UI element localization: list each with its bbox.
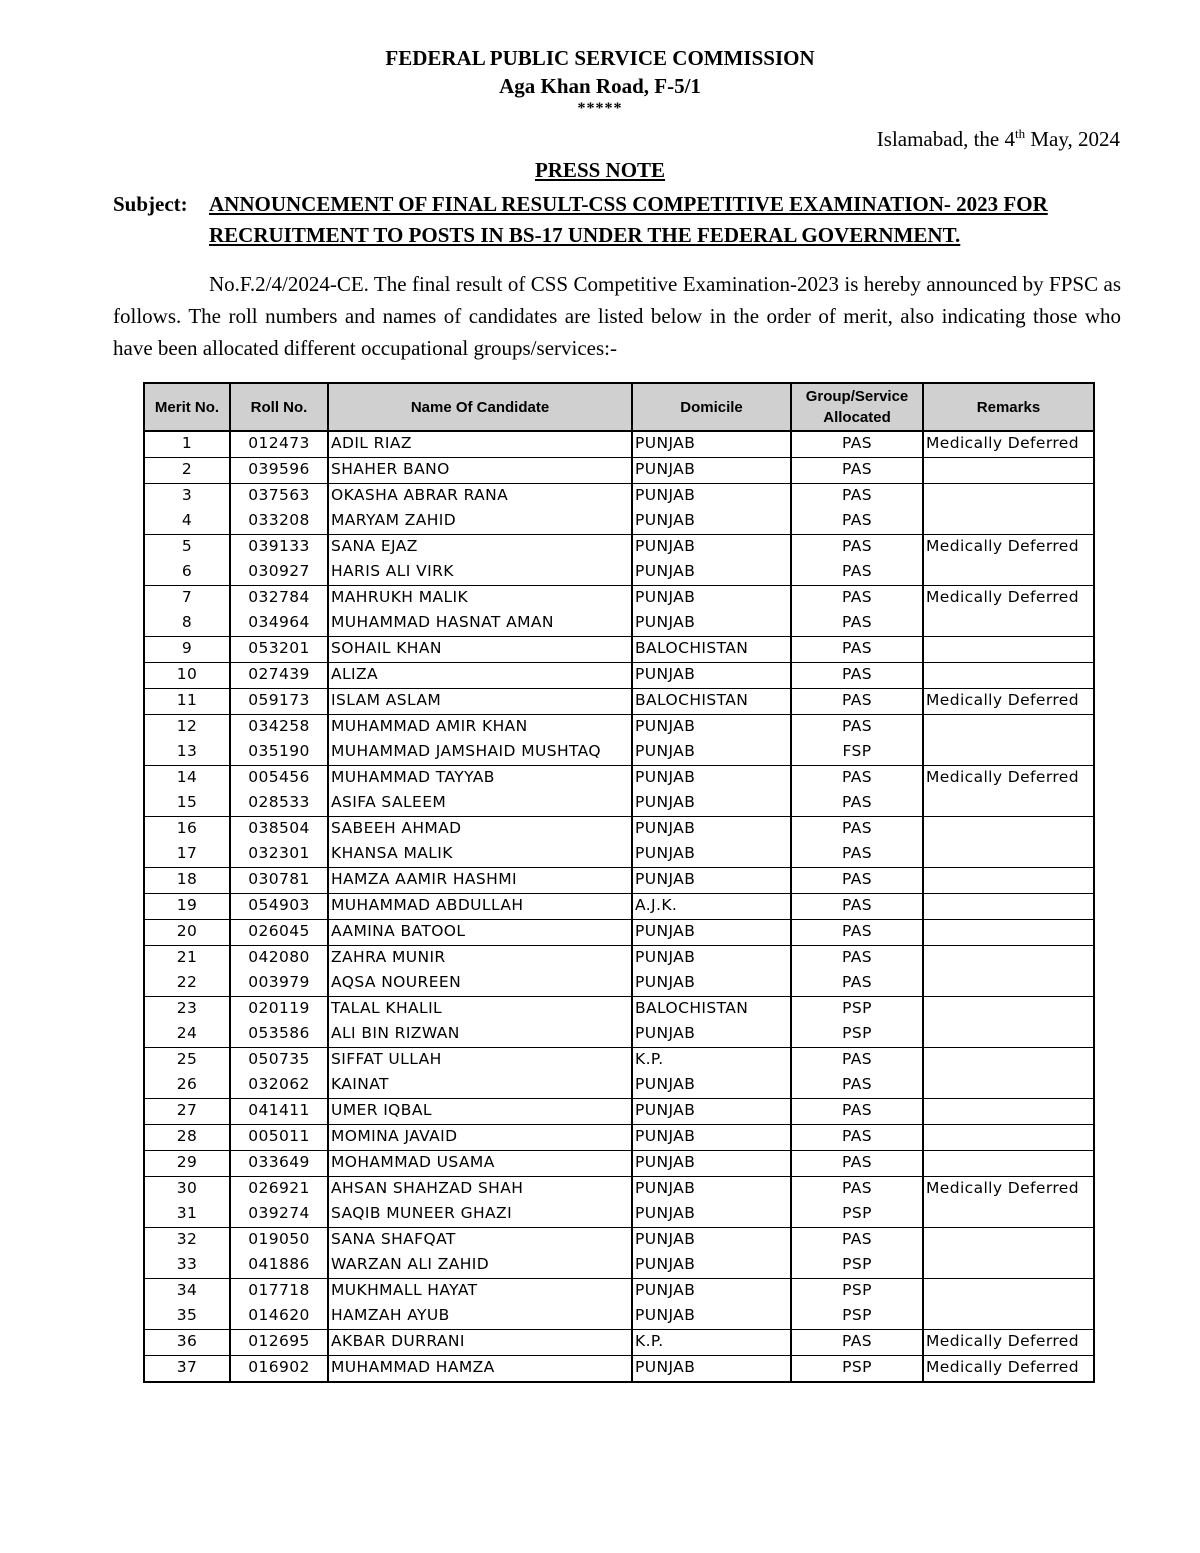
candidate-name-cell: AKBAR DURRANI <box>328 1330 632 1356</box>
candidate-name-cell: SANA EJAZ <box>328 535 632 561</box>
roll-no-cell: 039133 <box>230 535 328 561</box>
header-domicile: Domicile <box>632 383 791 431</box>
remarks-cell <box>923 1304 1094 1330</box>
table-row <box>144 946 1094 972</box>
domicile-cell: PUNJAB <box>632 971 791 997</box>
roll-no-cell: 020119 <box>230 997 328 1023</box>
merit-no-cell: 25 <box>144 1048 230 1074</box>
remarks-cell <box>923 740 1094 766</box>
merit-no-cell: 11 <box>144 689 230 715</box>
roll-no-cell: 012695 <box>230 1330 328 1356</box>
group-cell: PSP <box>791 1253 923 1279</box>
domicile-cell: K.P. <box>632 1330 791 1356</box>
merit-no-cell: 36 <box>144 1330 230 1356</box>
remarks-cell: Medically Deferred <box>923 1330 1094 1356</box>
merit-no-cell: 3 <box>144 484 230 510</box>
table-row <box>144 637 1094 663</box>
domicile-cell: PUNJAB <box>632 611 791 637</box>
domicile-cell: PUNJAB <box>632 1125 791 1151</box>
result-table <box>143 382 1095 1383</box>
merit-no-cell: 15 <box>144 791 230 817</box>
merit-no-cell: 13 <box>144 740 230 766</box>
remarks-cell <box>923 1253 1094 1279</box>
remarks-cell: Medically Deferred <box>923 431 1094 458</box>
group-cell: PAS <box>791 431 923 458</box>
merit-no-cell: 8 <box>144 611 230 637</box>
domicile-cell: PUNJAB <box>632 715 791 741</box>
table-row <box>144 458 1094 484</box>
remarks-cell: Medically Deferred <box>923 1177 1094 1203</box>
candidate-name-cell: ADIL RIAZ <box>328 431 632 458</box>
candidate-name-cell: SOHAIL KHAN <box>328 637 632 663</box>
domicile-cell: PUNJAB <box>632 1099 791 1125</box>
group-cell: PSP <box>791 1356 923 1383</box>
candidate-name-cell: ALI BIN RIZWAN <box>328 1022 632 1048</box>
group-cell: PAS <box>791 842 923 868</box>
group-cell: PAS <box>791 637 923 663</box>
roll-no-cell: 033208 <box>230 509 328 535</box>
table-row <box>144 509 1094 535</box>
remarks-cell <box>923 484 1094 510</box>
roll-no-cell: 041411 <box>230 1099 328 1125</box>
domicile-cell: PUNJAB <box>632 842 791 868</box>
group-cell: PAS <box>791 535 923 561</box>
remarks-cell: Medically Deferred <box>923 766 1094 792</box>
roll-no-cell: 030781 <box>230 868 328 894</box>
domicile-cell: PUNJAB <box>632 1356 791 1383</box>
table-row <box>144 663 1094 689</box>
table-row <box>144 1356 1094 1383</box>
group-cell: PAS <box>791 715 923 741</box>
table-row <box>144 766 1094 792</box>
roll-no-cell: 005456 <box>230 766 328 792</box>
merit-no-cell: 22 <box>144 971 230 997</box>
domicile-cell: PUNJAB <box>632 1073 791 1099</box>
remarks-cell <box>923 946 1094 972</box>
remarks-cell <box>923 1228 1094 1254</box>
table-row <box>144 586 1094 612</box>
merit-no-cell: 31 <box>144 1202 230 1228</box>
domicile-cell: PUNJAB <box>632 920 791 946</box>
domicile-cell: BALOCHISTAN <box>632 689 791 715</box>
merit-no-cell: 4 <box>144 509 230 535</box>
group-cell: PAS <box>791 1073 923 1099</box>
remarks-cell <box>923 1279 1094 1305</box>
group-cell: PSP <box>791 1022 923 1048</box>
table-row <box>144 1253 1094 1279</box>
merit-no-cell: 16 <box>144 817 230 843</box>
candidate-name-cell: HARIS ALI VIRK <box>328 560 632 586</box>
domicile-cell: PUNJAB <box>632 1253 791 1279</box>
group-cell: PAS <box>791 509 923 535</box>
merit-no-cell: 12 <box>144 715 230 741</box>
date-suffix: May, 2024 <box>1025 127 1120 151</box>
merit-no-cell: 2 <box>144 458 230 484</box>
remarks-cell <box>923 971 1094 997</box>
domicile-cell: PUNJAB <box>632 740 791 766</box>
candidate-name-cell: SHAHER BANO <box>328 458 632 484</box>
roll-no-cell: 017718 <box>230 1279 328 1305</box>
table-row <box>144 1099 1094 1125</box>
table-row <box>144 1151 1094 1177</box>
header-merit-no: Merit No. <box>144 383 230 431</box>
group-cell: PAS <box>791 586 923 612</box>
domicile-cell: BALOCHISTAN <box>632 637 791 663</box>
remarks-cell <box>923 791 1094 817</box>
merit-no-cell: 27 <box>144 1099 230 1125</box>
group-cell: PAS <box>791 868 923 894</box>
group-cell: PAS <box>791 1330 923 1356</box>
header-candidate-name: Name Of Candidate <box>328 383 632 431</box>
table-row <box>144 1177 1094 1203</box>
candidate-name-cell: HAMZAH AYUB <box>328 1304 632 1330</box>
roll-no-cell: 035190 <box>230 740 328 766</box>
candidate-name-cell: ASIFA SALEEM <box>328 791 632 817</box>
remarks-cell <box>923 560 1094 586</box>
group-cell: PAS <box>791 611 923 637</box>
table-row <box>144 1125 1094 1151</box>
candidate-name-cell: ALIZA <box>328 663 632 689</box>
domicile-cell: PUNJAB <box>632 766 791 792</box>
roll-no-cell: 019050 <box>230 1228 328 1254</box>
roll-no-cell: 003979 <box>230 971 328 997</box>
roll-no-cell: 028533 <box>230 791 328 817</box>
table-row <box>144 817 1094 843</box>
remarks-cell <box>923 637 1094 663</box>
merit-no-cell: 17 <box>144 842 230 868</box>
roll-no-cell: 032062 <box>230 1073 328 1099</box>
result-table-body <box>144 431 1094 1382</box>
merit-no-cell: 24 <box>144 1022 230 1048</box>
group-cell: PAS <box>791 817 923 843</box>
table-row <box>144 1304 1094 1330</box>
domicile-cell: PUNJAB <box>632 817 791 843</box>
roll-no-cell: 042080 <box>230 946 328 972</box>
table-row <box>144 1330 1094 1356</box>
table-row <box>144 1279 1094 1305</box>
remarks-cell <box>923 1022 1094 1048</box>
roll-no-cell: 026921 <box>230 1177 328 1203</box>
candidate-name-cell: ZAHRA MUNIR <box>328 946 632 972</box>
roll-no-cell: 032301 <box>230 842 328 868</box>
merit-no-cell: 23 <box>144 997 230 1023</box>
table-row <box>144 842 1094 868</box>
domicile-cell: PUNJAB <box>632 535 791 561</box>
domicile-cell: PUNJAB <box>632 431 791 458</box>
group-cell: PAS <box>791 971 923 997</box>
roll-no-cell: 059173 <box>230 689 328 715</box>
merit-no-cell: 33 <box>144 1253 230 1279</box>
table-row <box>144 868 1094 894</box>
domicile-cell: PUNJAB <box>632 458 791 484</box>
candidate-name-cell: MUHAMMAD HASNAT AMAN <box>328 611 632 637</box>
roll-no-cell: 039596 <box>230 458 328 484</box>
date-prefix: Islamabad, the 4 <box>876 127 1015 151</box>
roll-no-cell: 016902 <box>230 1356 328 1383</box>
domicile-cell: PUNJAB <box>632 868 791 894</box>
remarks-cell <box>923 1151 1094 1177</box>
roll-no-cell: 005011 <box>230 1125 328 1151</box>
separator-stars: ***** <box>577 100 623 117</box>
remarks-cell <box>923 842 1094 868</box>
header-roll-no: Roll No. <box>230 383 328 431</box>
domicile-cell: PUNJAB <box>632 663 791 689</box>
remarks-cell <box>923 663 1094 689</box>
remarks-cell <box>923 611 1094 637</box>
table-row <box>144 1048 1094 1074</box>
merit-no-cell: 5 <box>144 535 230 561</box>
table-row <box>144 894 1094 920</box>
candidate-name-cell: MUHAMMAD TAYYAB <box>328 766 632 792</box>
roll-no-cell: 030927 <box>230 560 328 586</box>
domicile-cell: PUNJAB <box>632 509 791 535</box>
remarks-cell <box>923 997 1094 1023</box>
candidate-name-cell: MUKHMALL HAYAT <box>328 1279 632 1305</box>
roll-no-cell: 033649 <box>230 1151 328 1177</box>
organization-address: Aga Khan Road, F-5/1 <box>499 74 701 98</box>
group-cell: PAS <box>791 766 923 792</box>
domicile-cell: PUNJAB <box>632 791 791 817</box>
table-row <box>144 1073 1094 1099</box>
remarks-cell <box>923 458 1094 484</box>
merit-no-cell: 34 <box>144 1279 230 1305</box>
remarks-cell: Medically Deferred <box>923 689 1094 715</box>
table-row <box>144 431 1094 458</box>
subject-text: ANNOUNCEMENT OF FINAL RESULT-CSS COMPETITIVE EXAMINATION- 2023 FOR RECRUITMENT TO POSTS IN BS-17 UNDER THE FEDERAL GOVERNMENT. <box>209 192 1048 247</box>
roll-no-cell: 037563 <box>230 484 328 510</box>
group-cell: PAS <box>791 663 923 689</box>
group-cell: PSP <box>791 1304 923 1330</box>
merit-no-cell: 21 <box>144 946 230 972</box>
candidate-name-cell: MOMINA JAVAID <box>328 1125 632 1151</box>
table-row <box>144 611 1094 637</box>
group-cell: PAS <box>791 689 923 715</box>
remarks-cell <box>923 1099 1094 1125</box>
roll-no-cell: 053586 <box>230 1022 328 1048</box>
candidate-name-cell: AQSA NOUREEN <box>328 971 632 997</box>
remarks-cell <box>923 817 1094 843</box>
domicile-cell: PUNJAB <box>632 946 791 972</box>
remarks-cell <box>923 894 1094 920</box>
domicile-cell: BALOCHISTAN <box>632 997 791 1023</box>
candidate-name-cell: SIFFAT ULLAH <box>328 1048 632 1074</box>
candidate-name-cell: SABEEH AHMAD <box>328 817 632 843</box>
candidate-name-cell: MUHAMMAD AMIR KHAN <box>328 715 632 741</box>
domicile-cell: A.J.K. <box>632 894 791 920</box>
group-cell: PAS <box>791 946 923 972</box>
roll-no-cell: 034258 <box>230 715 328 741</box>
group-cell: PAS <box>791 1048 923 1074</box>
header-remarks: Remarks <box>923 383 1094 431</box>
merit-no-cell: 20 <box>144 920 230 946</box>
remarks-cell: Medically Deferred <box>923 535 1094 561</box>
group-cell: PAS <box>791 791 923 817</box>
candidate-name-cell: KHANSA MALIK <box>328 842 632 868</box>
roll-no-cell: 039274 <box>230 1202 328 1228</box>
domicile-cell: PUNJAB <box>632 586 791 612</box>
merit-no-cell: 37 <box>144 1356 230 1383</box>
candidate-name-cell: AAMINA BATOOL <box>328 920 632 946</box>
roll-no-cell: 027439 <box>230 663 328 689</box>
domicile-cell: PUNJAB <box>632 1304 791 1330</box>
remarks-cell <box>923 1073 1094 1099</box>
candidate-name-cell: WARZAN ALI ZAHID <box>328 1253 632 1279</box>
header-group-service: Group/Service Allocated <box>791 383 923 431</box>
roll-no-cell: 014620 <box>230 1304 328 1330</box>
roll-no-cell: 054903 <box>230 894 328 920</box>
candidate-name-cell: SANA SHAFQAT <box>328 1228 632 1254</box>
candidate-name-cell: MUHAMMAD HAMZA <box>328 1356 632 1383</box>
roll-no-cell: 012473 <box>230 431 328 458</box>
candidate-name-cell: SAQIB MUNEER GHAZI <box>328 1202 632 1228</box>
remarks-cell <box>923 1048 1094 1074</box>
domicile-cell: PUNJAB <box>632 1279 791 1305</box>
table-row <box>144 1022 1094 1048</box>
domicile-cell: PUNJAB <box>632 1228 791 1254</box>
issue-date <box>877 126 1120 152</box>
domicile-cell: PUNJAB <box>632 1177 791 1203</box>
intro-paragraph: No.F.2/4/2024-CE. The final result of CSS Competitive Examination-2023 is hereby announced by FPSC as follows. The roll numbers and names of candidates are listed below in the order of merit, also indicating those who have been allocated different occupational groups/services:- <box>113 272 1121 360</box>
group-cell: PSP <box>791 997 923 1023</box>
group-cell: PAS <box>791 1099 923 1125</box>
group-cell: PAS <box>791 484 923 510</box>
group-cell: PAS <box>791 1151 923 1177</box>
domicile-cell: PUNJAB <box>632 1022 791 1048</box>
domicile-cell: PUNJAB <box>632 560 791 586</box>
candidate-name-cell: MUHAMMAD JAMSHAID MUSHTAQ <box>328 740 632 766</box>
candidate-name-cell: ISLAM ASLAM <box>328 689 632 715</box>
merit-no-cell: 30 <box>144 1177 230 1203</box>
group-cell: PSP <box>791 1202 923 1228</box>
merit-no-cell: 10 <box>144 663 230 689</box>
merit-no-cell: 6 <box>144 560 230 586</box>
candidate-name-cell: MOHAMMAD USAMA <box>328 1151 632 1177</box>
table-row <box>144 971 1094 997</box>
candidate-name-cell: HAMZA AAMIR HASHMI <box>328 868 632 894</box>
table-row <box>144 740 1094 766</box>
merit-no-cell: 28 <box>144 1125 230 1151</box>
domicile-cell: PUNJAB <box>632 1202 791 1228</box>
table-row <box>144 997 1094 1023</box>
candidate-name-cell: MARYAM ZAHID <box>328 509 632 535</box>
roll-no-cell: 034964 <box>230 611 328 637</box>
candidate-name-cell: TALAL KHALIL <box>328 997 632 1023</box>
remarks-cell: Medically Deferred <box>923 586 1094 612</box>
group-cell: PAS <box>791 1125 923 1151</box>
domicile-cell: PUNJAB <box>632 484 791 510</box>
merit-no-cell: 19 <box>144 894 230 920</box>
roll-no-cell: 026045 <box>230 920 328 946</box>
candidate-name-cell: OKASHA ABRAR RANA <box>328 484 632 510</box>
table-row <box>144 791 1094 817</box>
remarks-cell <box>923 920 1094 946</box>
table-row <box>144 689 1094 715</box>
organization-title: FEDERAL PUBLIC SERVICE COMMISSION <box>385 46 815 70</box>
candidate-name-cell: MAHRUKH MALIK <box>328 586 632 612</box>
merit-no-cell: 7 <box>144 586 230 612</box>
table-row <box>144 484 1094 510</box>
group-cell: PAS <box>791 458 923 484</box>
table-header-row <box>144 383 1094 431</box>
roll-no-cell: 038504 <box>230 817 328 843</box>
candidate-name-cell: UMER IQBAL <box>328 1099 632 1125</box>
merit-no-cell: 26 <box>144 1073 230 1099</box>
table-row <box>144 535 1094 561</box>
table-row <box>144 920 1094 946</box>
merit-no-cell: 1 <box>144 431 230 458</box>
merit-no-cell: 9 <box>144 637 230 663</box>
candidate-name-cell: MUHAMMAD ABDULLAH <box>328 894 632 920</box>
domicile-cell: K.P. <box>632 1048 791 1074</box>
table-row <box>144 715 1094 741</box>
candidate-name-cell: AHSAN SHAHZAD SHAH <box>328 1177 632 1203</box>
roll-no-cell: 050735 <box>230 1048 328 1074</box>
group-cell: PAS <box>791 1177 923 1203</box>
group-cell: PAS <box>791 894 923 920</box>
remarks-cell <box>923 715 1094 741</box>
remarks-cell <box>923 1125 1094 1151</box>
group-cell: PAS <box>791 920 923 946</box>
press-note-title: PRESS NOTE <box>534 158 666 182</box>
roll-no-cell: 053201 <box>230 637 328 663</box>
remarks-cell <box>923 1202 1094 1228</box>
merit-no-cell: 32 <box>144 1228 230 1254</box>
remarks-cell <box>923 868 1094 894</box>
subject-label: Subject: <box>113 192 188 216</box>
group-cell: PSP <box>791 1279 923 1305</box>
remarks-cell: Medically Deferred <box>923 1356 1094 1383</box>
roll-no-cell: 041886 <box>230 1253 328 1279</box>
group-cell: FSP <box>791 740 923 766</box>
candidate-name-cell: KAINAT <box>328 1073 632 1099</box>
table-row <box>144 560 1094 586</box>
group-cell: PAS <box>791 560 923 586</box>
roll-no-cell: 032784 <box>230 586 328 612</box>
date-ordinal: th <box>1014 126 1026 141</box>
merit-no-cell: 35 <box>144 1304 230 1330</box>
merit-no-cell: 18 <box>144 868 230 894</box>
table-row <box>144 1202 1094 1228</box>
merit-no-cell: 29 <box>144 1151 230 1177</box>
table-row <box>144 1228 1094 1254</box>
remarks-cell <box>923 509 1094 535</box>
merit-no-cell: 14 <box>144 766 230 792</box>
group-cell: PAS <box>791 1228 923 1254</box>
domicile-cell: PUNJAB <box>632 1151 791 1177</box>
